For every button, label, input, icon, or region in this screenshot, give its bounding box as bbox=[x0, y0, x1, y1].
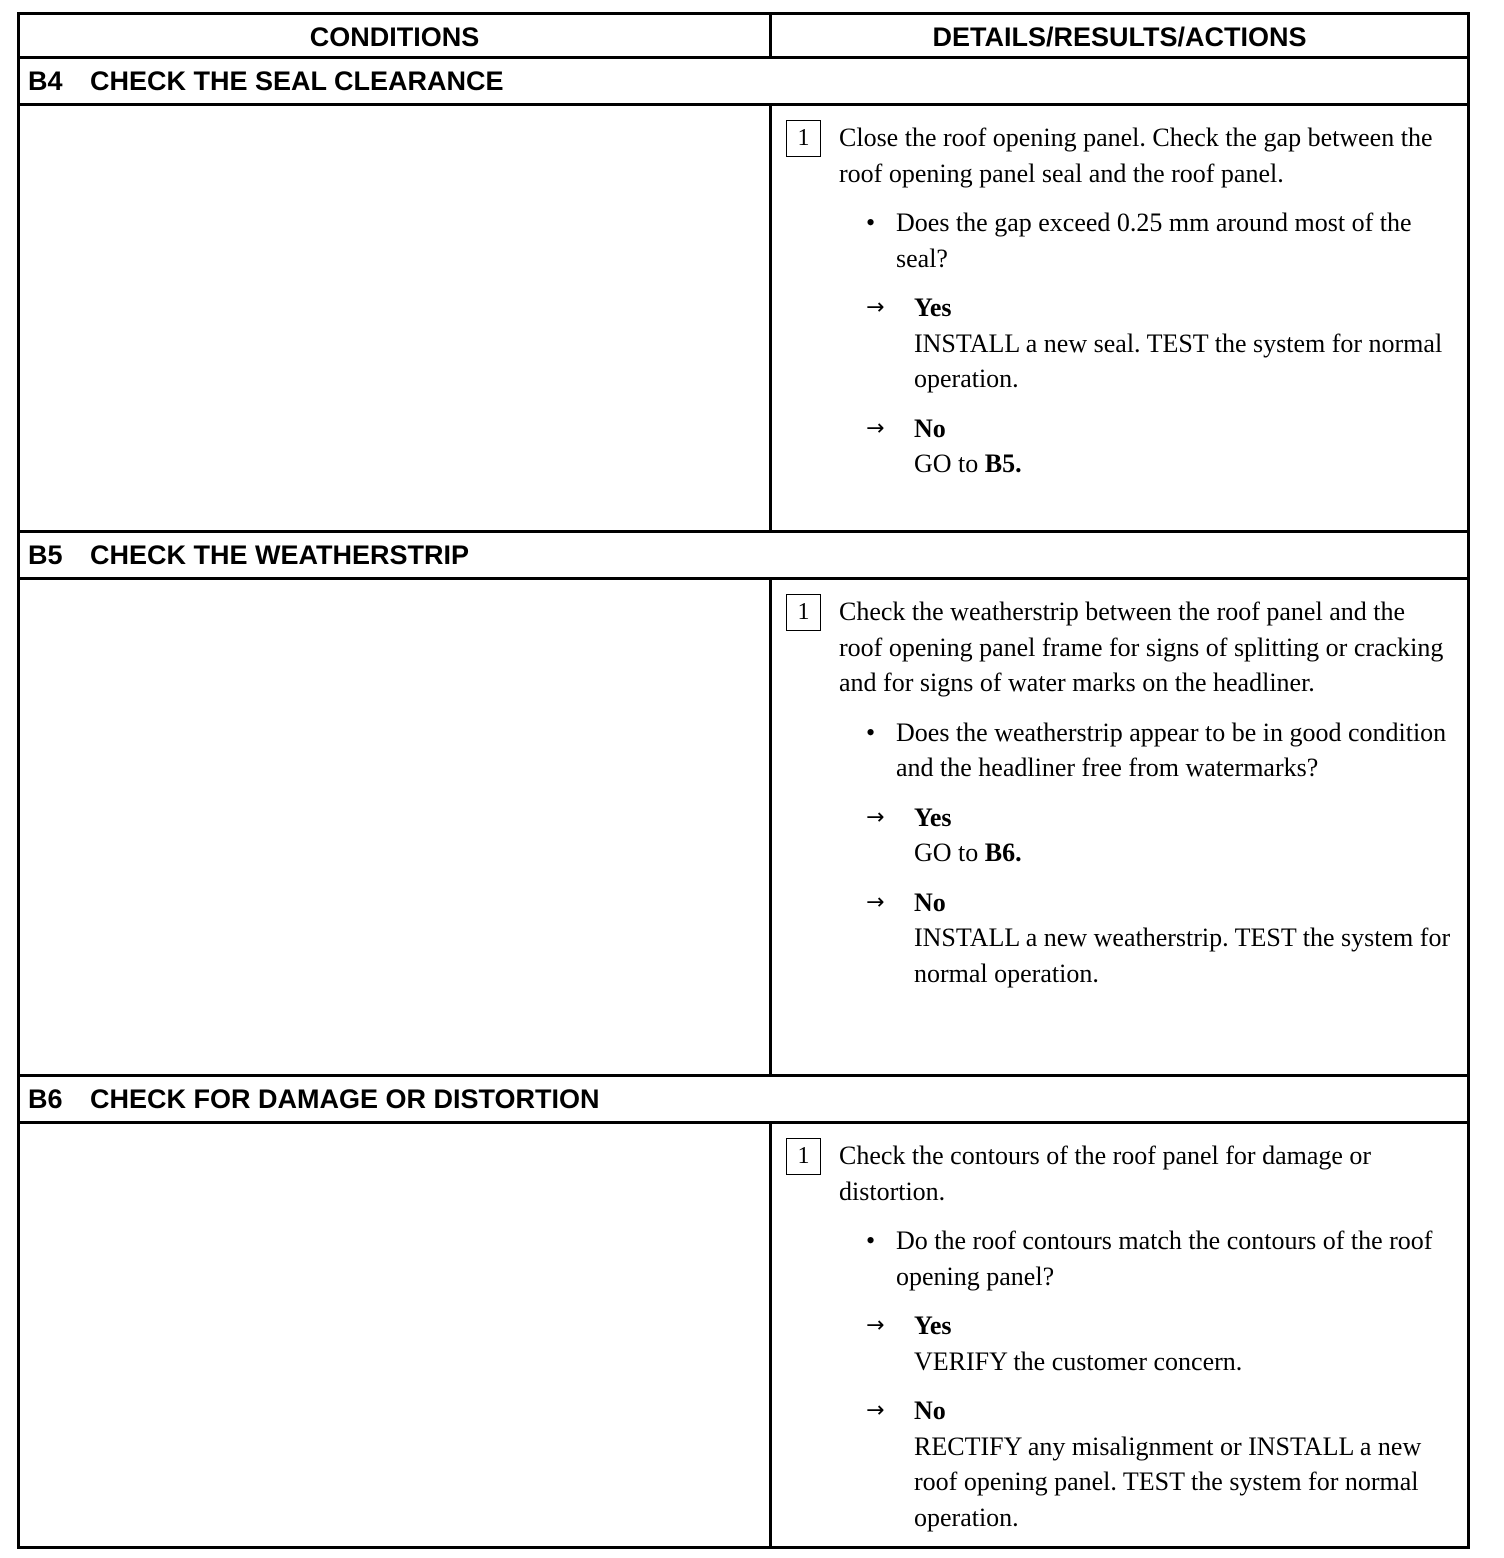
question-text: Does the weatherstrip appear to be in good condition and the headliner free from watermarks? bbox=[896, 717, 1447, 782]
yes-action-ref: B6. bbox=[984, 838, 1022, 867]
step-number-box: 1 bbox=[786, 120, 821, 157]
no-action-ref: B5. bbox=[984, 449, 1022, 478]
no-label: No bbox=[914, 887, 946, 917]
step-title-b4 bbox=[20, 59, 1467, 106]
arrow-icon: → bbox=[866, 889, 885, 915]
details-cell-b6 bbox=[772, 1124, 1467, 1546]
instruction-text: Check the contours of the roof panel for damage or distortion. bbox=[839, 1141, 1372, 1206]
step-number-box: 1 bbox=[786, 1138, 821, 1175]
step-code: B6 bbox=[28, 1084, 63, 1114]
question-text: Does the gap exceed 0.25 mm around most of the seal? bbox=[896, 208, 1412, 273]
arrow-icon: → bbox=[866, 415, 885, 441]
step-code: B5 bbox=[28, 540, 63, 570]
yes-action: GO to bbox=[914, 838, 985, 867]
details-cell-b5 bbox=[772, 580, 1467, 1077]
bullet-icon: • bbox=[866, 717, 876, 747]
conditions-cell-b5 bbox=[20, 580, 772, 1077]
instruction-text: Close the roof opening panel. Check the gap between the roof opening panel seal and the roof panel. bbox=[839, 123, 1433, 188]
conditions-cell-b4 bbox=[20, 106, 772, 533]
step-title-b6 bbox=[20, 1077, 1467, 1124]
yes-action: VERIFY the customer concern. bbox=[914, 1346, 1243, 1376]
yes-label: Yes bbox=[914, 802, 952, 832]
bullet-icon: • bbox=[866, 208, 876, 237]
diagnostic-table bbox=[17, 12, 1470, 1549]
details-cell-b4 bbox=[772, 106, 1467, 533]
arrow-icon: → bbox=[866, 295, 885, 320]
step-code: B4 bbox=[28, 66, 63, 96]
yes-label: Yes bbox=[914, 1311, 952, 1340]
bullet-icon: • bbox=[866, 1226, 876, 1255]
step-number-box: 1 bbox=[786, 594, 821, 631]
no-label: No bbox=[914, 1396, 946, 1425]
conditions-header: CONDITIONS bbox=[20, 15, 772, 59]
question-text: Do the roof contours match the contours of the roof opening panel? bbox=[896, 1226, 1433, 1291]
instruction-text: Check the weatherstrip between the roof panel and the roof opening panel frame for signs of splitting or cracking and for signs of water marks on the headliner. bbox=[839, 597, 1444, 697]
step-heading: CHECK THE SEAL CLEARANCE bbox=[90, 66, 504, 96]
no-action: GO to bbox=[914, 449, 985, 478]
step-title-b5 bbox=[20, 533, 1467, 580]
arrow-icon: → bbox=[866, 1398, 885, 1423]
yes-action: INSTALL a new seal. TEST the system for normal operation. bbox=[914, 328, 1443, 393]
no-action: RECTIFY any misalignment or INSTALL a new roof opening panel. TEST the system for normal operation. bbox=[914, 1431, 1422, 1532]
details-header: DETAILS/RESULTS/ACTIONS bbox=[772, 15, 1467, 59]
no-label: No bbox=[914, 413, 946, 443]
step-heading: CHECK FOR DAMAGE OR DISTORTION bbox=[90, 1084, 600, 1114]
no-action: INSTALL a new weatherstrip. TEST the system for normal operation. bbox=[914, 923, 1451, 988]
yes-label: Yes bbox=[914, 293, 952, 322]
arrow-icon: → bbox=[866, 804, 885, 830]
conditions-cell-b6 bbox=[20, 1124, 772, 1546]
step-heading: CHECK THE WEATHERSTRIP bbox=[90, 540, 470, 570]
arrow-icon: → bbox=[866, 1313, 885, 1338]
